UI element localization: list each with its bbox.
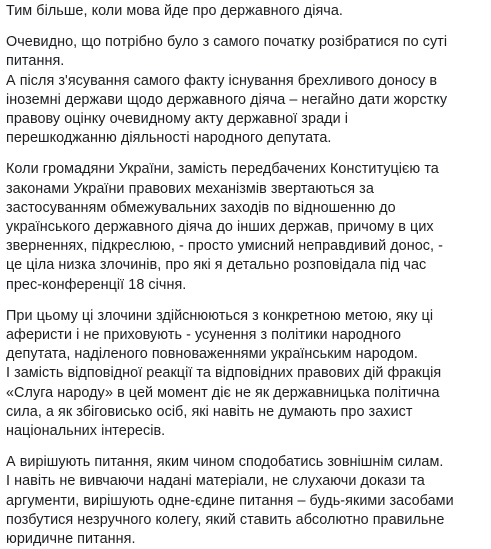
text-line: А вирішують питання, яким чином сподобатись зовнішнім силам. [6,454,444,471]
text-line: І навіть не вивчаючи надані матеріали, не слухаючи докази та [6,473,425,490]
paragraph-gap [6,148,488,160]
paragraph-gap [6,295,488,307]
paragraph-4 [6,307,488,441]
text-line: депутата, наділеного повноваженнями українським народом. [6,346,418,363]
text-line: законами України правових механізмів звертаються за [6,180,374,197]
text-line: українського державного діяча до інших держав, причому в цих [6,219,434,236]
paragraph-5 [6,453,488,549]
text-line: прес-конференції 18 січня. [6,276,187,293]
text-line: аргументи, вирішують одне-єдине питання – будь-якими засобами [6,492,454,509]
text-line: питання. [6,53,65,70]
text-line: застосуванням обмежувальних заходів по відношенню до [6,199,396,216]
text-line: іноземні держави щодо державного діяча – негайно дати жорстку [6,91,448,108]
paragraph-1 [6,2,488,21]
text-line: це ціла низка злочинів, про які я детально розповідала під час [6,257,427,274]
text-line: Коли громадяни України, замість передбачених Конституцією та [6,161,439,178]
text-line: А після з'ясування самого факту існування брехливого доносу в [6,72,438,89]
text-line: сила, а як збіговисько осіб, які навіть не думають про захист [6,403,413,420]
text-line: Тим більше, коли мова йде про державного діяча. [6,3,343,19]
post-text [6,0,488,549]
paragraph-2 [6,33,488,148]
text-line: позбутися незручного колегу, який ставить абсолютно правильне [6,511,445,528]
text-line: «Слуга народу» в цей момент діє не як державницька політична [6,384,440,401]
text-line: І замість відповідної реакції та відповідних правових дій фракція [6,365,442,382]
text-line: Очевидно, що потрібно було з самого початку розібратися по суті [6,34,448,51]
text-line: правову оцінку очевидному акту державної зради і [6,111,348,128]
text-line: аферисти і не приховують - усунення з політики народного [6,327,402,344]
paragraph-gap [6,21,488,33]
paragraph-3 [6,160,488,294]
text-line: При цьому ці злочини здійснюються з конкретною метою, яку ці [6,307,434,324]
text-line: юридичне питання. [6,531,136,548]
text-line: перешкоджанню діяльності народного депутата. [6,130,332,147]
text-line: зверненнях, підкреслюю, - просто умисний неправдивий донос, - [6,238,443,255]
text-line: національних інтересів. [6,423,166,440]
paragraph-gap [6,441,488,453]
